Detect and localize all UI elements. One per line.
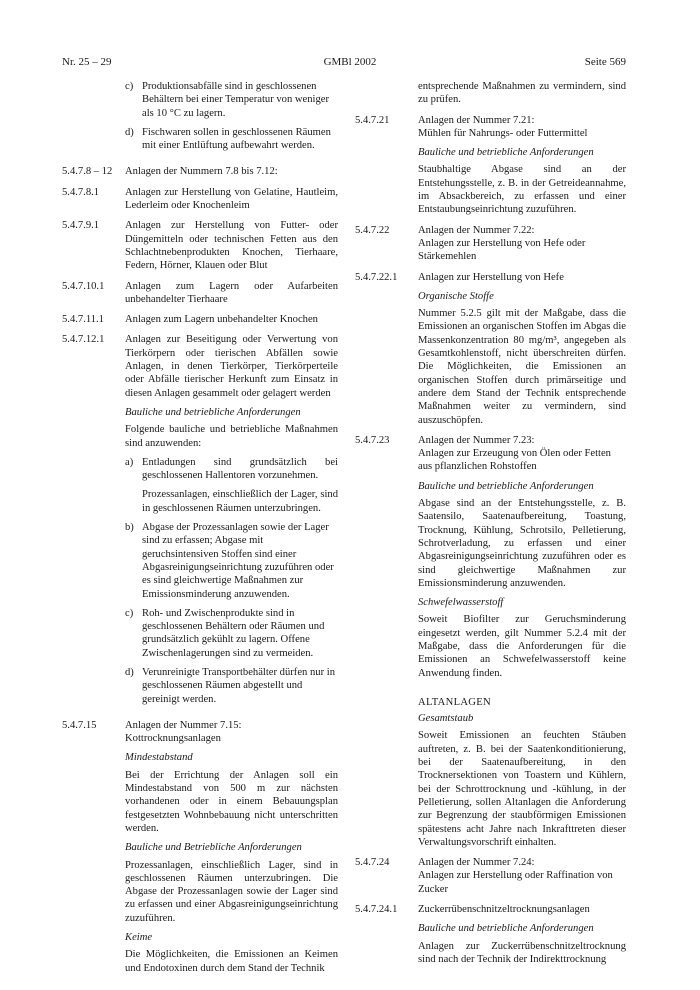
subsection-heading: Organische Stoffe bbox=[418, 290, 494, 302]
item-text: Abgase der Prozessanlagen sowie der Lager sind zu erfassen; Abgase mit geruchsintensiven Stoffen sind einer Abgasreinigungseinrichtung zuzuführen oder es sind gleichwertige Maßnahmen zur Emissionsminderung anzuwenden. bbox=[142, 522, 334, 600]
paragraph: Soweit Emissionen an feuchten Stäuben auftreten, z. B. bei der Saatenkonditionierung, bei der Saatenaufbereitung, in den Trocknersektionen von Toastern und Kühlern, bei der Schrottrocknung und -kühlung, in der Pelletierung, sollen Altanlagen die Anforderung zur Begrenzung der staubförmigen Emissionen spätestens acht Jahre nach Inkrafttreten dieser Verwaltungsvorschrift einhalten. bbox=[418, 730, 626, 848]
section-5-4-7-22-1 bbox=[355, 271, 626, 427]
list-item bbox=[125, 126, 338, 153]
paragraph: Nummer 5.2.5 gilt mit der Maßgabe, dass die Emissionen an organischen Stoffen im Abgas die Massenkonzentration 80 mg/m³, angegeben als Gesamtkohlenstoff, nicht überschreiten dürfen. Die Möglichkeiten, die Emissionen an organischen Stoffen durch primärseitige und andere dem Stand der Technik entsprechende Maßnahmen weiter zu vermindern, sind auszuschöpfen. bbox=[418, 308, 626, 426]
paragraph: Prozessanlagen, einschließlich Lager, sind in geschlossenen Räumen unterzubringen. Die Abgase der Prozessanlagen sowie der Lager sind zu erfassen und einer Abgasreinigungseinrichtung zuzuführen. bbox=[125, 859, 338, 924]
section-number: 5.4.7.9.1 bbox=[62, 220, 100, 232]
section-title: Anlagen der Nummer 7.23: bbox=[418, 434, 535, 446]
section-number: 5.4.7.8.1 bbox=[62, 186, 100, 198]
section-number: 5.4.7.8 – 12 bbox=[62, 166, 113, 178]
section-title: Anlagen zum Lagern unbehandelter Knochen bbox=[125, 314, 318, 326]
paragraph: entsprechende Maßnahmen zu vermindern, sind zu prüfen. bbox=[418, 81, 626, 106]
section-title: Anlagen zur Herstellung von Gelatine, Hautleim, Lederleim oder Knochenleim bbox=[125, 186, 338, 212]
section-subtitle: Anlagen zur Erzeugung von Ölen oder Fetten aus pflanzlichen Rohstoffen bbox=[418, 448, 611, 473]
section-heading-caps: ALTANLAGEN bbox=[418, 696, 491, 708]
journal-title: GMBl 2002 bbox=[323, 56, 377, 68]
item-label: a) bbox=[125, 456, 134, 468]
section-5-4-7-24-1 bbox=[355, 903, 626, 966]
section-5-4-7-8-1 bbox=[62, 186, 338, 213]
section-subtitle: Mühlen für Nahrungs- oder Futtermittel bbox=[418, 127, 588, 139]
list-item bbox=[125, 666, 338, 706]
paragraph: Soweit Biofilter zur Geruchsminderung eingesetzt werden, gilt Nummer 5.2.4 mit der Maßgabe, dass die Anforderungen für die Emissionen an Schwefelwasserstoff keine Anwendung finden. bbox=[418, 614, 626, 679]
section-5-4-7-9-1 bbox=[62, 219, 338, 272]
paragraph: Staubhaltige Abgase sind an der Entstehungsstelle, z. B. in der Getreideannahme, im Absackbereich, zu erfassen und einer Entstaubungseinrichtung zuzuführen. bbox=[418, 164, 626, 216]
section-5-4-7-15 bbox=[62, 719, 338, 975]
section-title: Anlagen zur Herstellung von Hefe bbox=[418, 271, 564, 283]
section-title: Anlagen zur Beseitigung oder Verwertung von Tierkörpern oder tierischen Abfällen sowie Anlagen, in denen Tierkörper, Tierkörperteile oder Abfälle tierischer Herkunft zum Einsatz in diesen Anlagen gesammelt oder gelagert werden bbox=[125, 334, 338, 399]
section-5-4-7-10-1 bbox=[62, 280, 338, 307]
subsection-heading: Bauliche und betriebliche Anforderungen bbox=[125, 406, 301, 418]
section-title: Zuckerrübenschnitzeltrocknungsanlagen bbox=[418, 904, 590, 916]
paragraph: Die Möglichkeiten, die Emissionen an Keimen und Endotoxinen durch dem Stand der Technik bbox=[125, 949, 338, 974]
list-item bbox=[125, 456, 338, 515]
section-5-4-7-21 bbox=[355, 114, 626, 217]
subsection-heading: Bauliche und betriebliche Anforderungen bbox=[418, 147, 594, 159]
section-title: Anlagen zur Herstellung von Futter- oder Düngemitteln oder technischen Fetten aus den Schlachtnebenprodukten Knochen, Tierhaare, Federn, Hörner, Klauen oder Blut bbox=[125, 220, 338, 272]
item-label: c) bbox=[125, 81, 134, 92]
section-5-4-7-22 bbox=[355, 224, 626, 264]
section-subtitle: Anlagen zur Herstellung oder Raffination von Zucker bbox=[418, 870, 613, 895]
section-subtitle: Anlagen zur Herstellung von Hefe oder Stärkemehlen bbox=[418, 237, 586, 263]
subsection-heading: Mindestabstand bbox=[125, 752, 193, 764]
subsection-heading: Gesamtstaub bbox=[418, 713, 474, 725]
paragraph: Bei der Errichtung der Anlagen soll ein Mindestabstand von 500 m zur nächsten vorhandenen oder in einem Bebauungsplan festgesetzten Wohnbebauung nicht unterschritten werden. bbox=[125, 769, 338, 834]
subsection-heading: Keime bbox=[125, 932, 153, 944]
item-label: b) bbox=[125, 522, 134, 534]
section-number: 5.4.7.12.1 bbox=[62, 334, 105, 346]
paragraph: Anlagen zur Zuckerrübenschnitzeltrocknung sind nach der Technik der Indirekttrocknung bbox=[418, 940, 626, 965]
continued-items bbox=[62, 80, 338, 158]
section-number: 5.4.7.21 bbox=[355, 114, 390, 126]
paragraph: Folgende bauliche und betriebliche Maßnahmen sind anzuwenden: bbox=[125, 424, 338, 449]
section-title: Anlagen zum Lagern oder Aufarbeiten unbehandelter Tierhaare bbox=[125, 280, 338, 305]
subsection-heading: Bauliche und betriebliche Anforderungen bbox=[418, 923, 594, 935]
paragraph: Abgase sind an der Entstehungsstelle, z. B. Saatensilo, Saatenaufbereitung, Toastung, Trocknung, Kühlung, Schrotsilo, Pelletierung, Schrotverladung, zu erfassen und einer Abgasreinigungseinrichtung zuzuführen oder es sind gleichwertige Maßnahmen zur Emissionsminderung anzuwenden. bbox=[418, 498, 626, 589]
section-title: Anlagen der Nummer 7.24: bbox=[418, 857, 535, 869]
list-item bbox=[125, 607, 338, 660]
list-item bbox=[125, 80, 338, 120]
item-label: d) bbox=[125, 666, 134, 678]
section-title: Anlagen der Nummer 7.21: bbox=[418, 114, 535, 126]
item-label: d) bbox=[125, 126, 134, 138]
page-number-range: Nr. 25 – 29 bbox=[62, 56, 112, 68]
item-text: Prozessanlagen, einschließlich der Lager, sind in geschlossenen Räumen unterzubringen. bbox=[142, 489, 338, 514]
section-5-4-7-8-12 bbox=[62, 165, 338, 178]
section-5-4-7-24 bbox=[355, 856, 626, 896]
item-text: Roh- und Zwischenprodukte sind in geschlossenen Behältern oder Räumen und grundsätzlich gekühlt zu lagern. Offene Zwischenlagerungen sind zu vermeiden. bbox=[142, 607, 325, 659]
section-number: 5.4.7.15 bbox=[62, 719, 97, 731]
section-number: 5.4.7.22.1 bbox=[355, 271, 398, 283]
continued-text bbox=[355, 80, 626, 107]
item-text: Produktionsabfälle sind in geschlossenen Behältern bei einer Temperatur von weniger als 10 °C zu lagern. bbox=[142, 81, 330, 119]
section-number: 5.4.7.24.1 bbox=[355, 904, 398, 916]
section-subtitle: Kottrocknungsanlagen bbox=[125, 733, 221, 745]
section-number: 5.4.7.10.1 bbox=[62, 280, 105, 292]
subsection-heading: Bauliche und Betriebliche Anforderungen bbox=[125, 842, 302, 854]
section-number: 5.4.7.24 bbox=[355, 857, 390, 869]
item-text: Verunreinigte Transportbehälter dürfen nur in geschlossenen Räumen abgestellt und gereinigt werden. bbox=[142, 666, 335, 705]
section-title: Anlagen der Nummern 7.8 bis 7.12: bbox=[125, 166, 278, 178]
subsection-heading: Bauliche und betriebliche Anforderungen bbox=[418, 480, 594, 492]
right-column bbox=[355, 80, 626, 973]
subsection-heading: Schwefelwasserstoff bbox=[418, 597, 504, 609]
left-column bbox=[62, 80, 338, 982]
section-5-4-7-23 bbox=[355, 434, 626, 849]
section-title: Anlagen der Nummer 7.22: bbox=[418, 224, 535, 236]
page-label: Seite 569 bbox=[584, 56, 626, 68]
list-item bbox=[125, 521, 338, 601]
section-5-4-7-11-1 bbox=[62, 313, 338, 326]
section-number: 5.4.7.22 bbox=[355, 224, 390, 236]
section-number: 5.4.7.23 bbox=[355, 434, 390, 446]
item-label: c) bbox=[125, 607, 134, 619]
item-text: Entladungen sind grundsätzlich bei geschlossenen Hallentoren vorzunehmen. bbox=[142, 456, 338, 482]
section-number: 5.4.7.11.1 bbox=[62, 314, 104, 326]
section-5-4-7-12-1 bbox=[62, 333, 338, 711]
section-title: Anlagen der Nummer 7.15: bbox=[125, 719, 242, 731]
item-text: Fischwaren sollen in geschlossenen Räumen mit einer Entlüftung aufbewahrt werden. bbox=[142, 126, 331, 152]
